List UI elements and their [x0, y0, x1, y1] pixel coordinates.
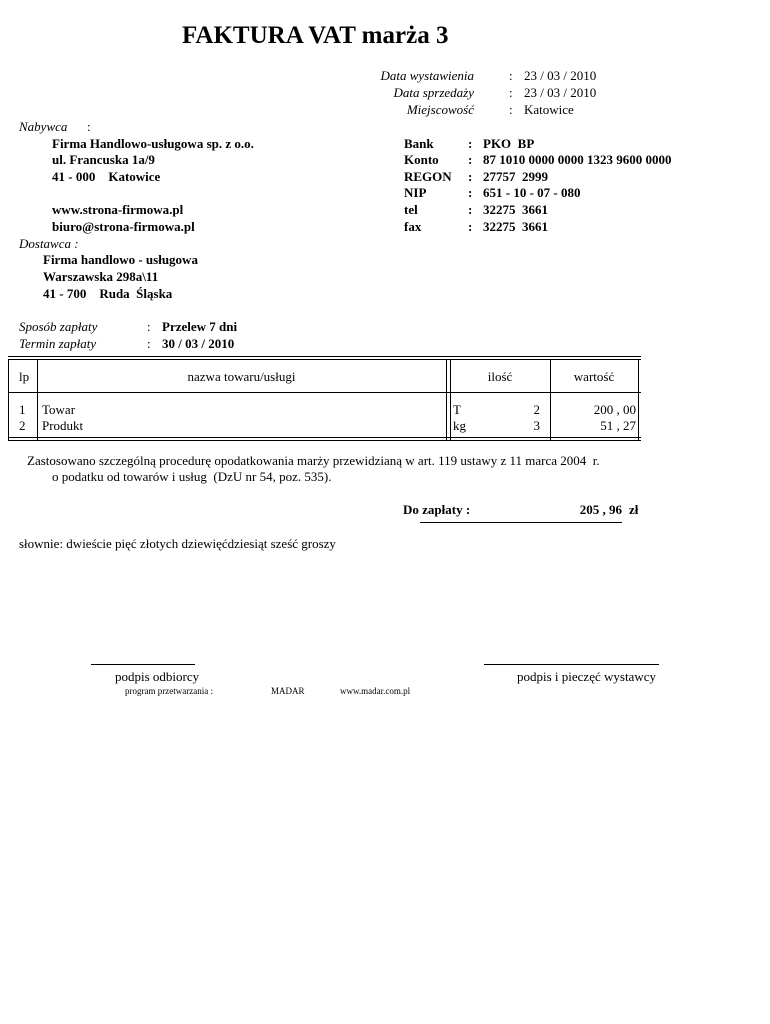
supplier-street: Warszawska 298a\11	[43, 269, 159, 284]
receiver-signature-line	[91, 664, 195, 665]
row-quantity: 2	[533, 402, 540, 417]
sale-date-colon: :	[509, 85, 513, 100]
header-item-name: nazwa towaru/usługi	[187, 369, 296, 384]
buyer-name: Firma Handlowo-usługowa sp. z o.o.	[52, 136, 254, 151]
table-col-line	[638, 359, 639, 440]
account-value: 87 1010 0000 0000 1323 9600 0000	[483, 152, 672, 167]
header-quantity: ilość	[487, 369, 513, 384]
issue-date-label: Data wystawienia	[380, 68, 474, 83]
buyer-email: biuro@strona-firmowa.pl	[52, 219, 195, 234]
nip-label: NIP	[404, 185, 427, 200]
supplier-name: Firma handlowo - usługowa	[43, 252, 198, 267]
sale-date-value: 23 / 03 / 2010	[524, 85, 597, 100]
sale-date-label: Data sprzedaży	[393, 85, 474, 100]
fax-value: 32275 3661	[483, 219, 548, 234]
fax-label: fax	[404, 219, 422, 234]
amount-in-words: słownie: dwieście pięć złotych dziewięćdziesiąt sześć groszy	[19, 536, 336, 551]
row-unit: T	[453, 402, 461, 417]
place-label: Miejscowość	[406, 102, 474, 117]
total-value: 205 , 96	[579, 502, 622, 517]
nip-value: 651 - 10 - 07 - 080	[483, 185, 581, 200]
total-underline	[420, 522, 622, 523]
invoice-title: FAKTURA VAT marża 3	[182, 22, 449, 49]
payment-method-value: Przelew 7 dni	[162, 319, 238, 334]
header-lp: lp	[19, 369, 30, 384]
bank-value: PKO BP	[483, 136, 535, 151]
regon-colon: :	[468, 169, 473, 184]
fax-colon: :	[468, 219, 473, 234]
row-lp: 1	[19, 402, 26, 417]
supplier-city: 41 - 700 Ruda Śląska	[43, 286, 173, 301]
program-name: MADAR	[271, 686, 305, 696]
nip-colon: :	[468, 185, 473, 200]
payment-method-colon: :	[147, 319, 151, 334]
row-item-name: Produkt	[42, 418, 84, 433]
place-colon: :	[509, 102, 513, 117]
tel-colon: :	[468, 202, 473, 217]
account-label: Konto	[404, 152, 439, 167]
margin-note-line-2: o podatku od towarów i usług (DzU nr 54, poz. 535).	[52, 469, 332, 484]
due-date-value: 30 / 03 / 2010	[162, 336, 235, 351]
table-bottom-border-inner	[8, 440, 641, 441]
due-date-label: Termin zapłaty	[19, 336, 97, 351]
row-unit: kg	[453, 418, 466, 433]
program-url: www.madar.com.pl	[340, 686, 411, 696]
buyer-label: Nabywca	[19, 119, 68, 134]
buyer-street: ul. Francuska 1a/9	[52, 152, 155, 167]
table-col-line	[8, 359, 9, 440]
row-value: 51 , 27	[600, 418, 636, 433]
due-date-colon: :	[147, 336, 151, 351]
issuer-signature-label: podpis i pieczęć wystawcy	[517, 669, 656, 684]
buyer-www: www.strona-firmowa.pl	[52, 202, 184, 217]
margin-note-line-1: Zastosowano szczególną procedurę opodatkowania marży przewidzianą w art. 119 ustawy z 11 marca 2004 r.	[27, 453, 600, 468]
buyer-colon: :	[87, 119, 91, 134]
row-lp: 2	[19, 418, 26, 433]
account-colon: :	[468, 152, 473, 167]
total-currency: zł	[629, 502, 639, 517]
issuer-signature-line	[484, 664, 659, 665]
regon-value: 27757 2999	[483, 169, 548, 184]
program-label: program przetwarzania :	[125, 686, 213, 696]
table-col-line	[446, 359, 447, 440]
table-header-divider	[8, 392, 641, 393]
supplier-label: Dostawca :	[19, 236, 79, 251]
row-quantity: 3	[533, 418, 540, 433]
payment-method-label: Sposób zapłaty	[19, 319, 98, 334]
header-value: wartość	[573, 369, 615, 384]
buyer-city: 41 - 000 Katowice	[52, 169, 161, 184]
tel-value: 32275 3661	[483, 202, 548, 217]
issue-date-colon: :	[509, 68, 513, 83]
table-bottom-border	[8, 437, 641, 438]
tel-label: tel	[404, 202, 418, 217]
table-top-border	[8, 356, 641, 357]
table-top-border-inner	[8, 359, 641, 360]
row-item-name: Towar	[42, 402, 76, 417]
receiver-signature-label: podpis odbiorcy	[115, 669, 200, 684]
bank-colon: :	[468, 136, 473, 151]
place-value: Katowice	[524, 102, 574, 117]
regon-label: REGON	[404, 169, 452, 184]
issue-date-value: 23 / 03 / 2010	[524, 68, 597, 83]
total-label: Do zapłaty :	[403, 502, 471, 517]
row-value: 200 , 00	[593, 402, 636, 417]
bank-label: Bank	[404, 136, 434, 151]
